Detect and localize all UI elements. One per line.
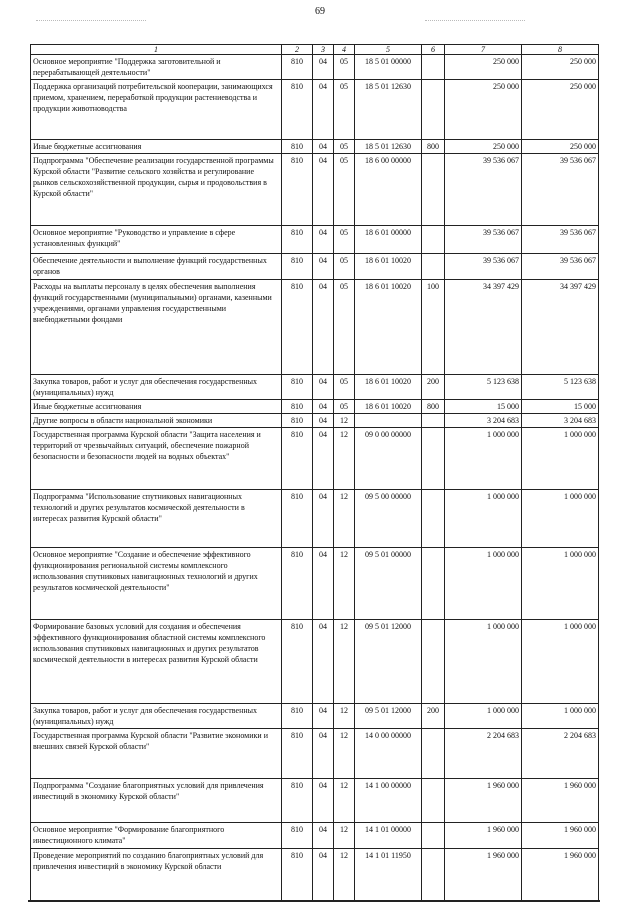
row-cell: 09 5 00 00000 bbox=[355, 490, 422, 548]
row-amount-cell: 39 536 067 bbox=[522, 226, 599, 254]
row-cell: 09 0 00 00000 bbox=[355, 428, 422, 490]
row-cell: 12 bbox=[334, 779, 355, 823]
row-cell: 05 bbox=[334, 254, 355, 280]
row-cell bbox=[355, 414, 422, 428]
row-cell: 18 6 00 00000 bbox=[355, 154, 422, 226]
row-cell bbox=[422, 428, 445, 490]
row-name-cell: Государственная программа Курской области "Развитие экономики и внешних связей Курской области" bbox=[31, 729, 282, 779]
row-cell bbox=[422, 254, 445, 280]
row-cell: 12 bbox=[334, 823, 355, 849]
row-cell: 04 bbox=[313, 140, 334, 154]
row-amount-cell: 3 204 683 bbox=[522, 414, 599, 428]
row-cell: 12 bbox=[334, 849, 355, 901]
row-cell: 04 bbox=[313, 414, 334, 428]
row-cell: 12 bbox=[334, 428, 355, 490]
row-cell: 18 6 01 10020 bbox=[355, 254, 422, 280]
row-cell: 04 bbox=[313, 226, 334, 254]
row-cell: 18 6 01 00000 bbox=[355, 226, 422, 254]
row-cell bbox=[422, 154, 445, 226]
row-cell: 12 bbox=[334, 414, 355, 428]
row-name-cell: Другие вопросы в области национальной экономики bbox=[31, 414, 282, 428]
row-cell: 04 bbox=[313, 704, 334, 729]
row-cell: 04 bbox=[313, 80, 334, 140]
row-cell: 04 bbox=[313, 779, 334, 823]
row-cell: 810 bbox=[282, 849, 313, 901]
row-cell: 04 bbox=[313, 254, 334, 280]
row-cell bbox=[422, 823, 445, 849]
page-number: 69 bbox=[315, 6, 325, 17]
row-cell: 810 bbox=[282, 414, 313, 428]
row-cell: 09 5 01 00000 bbox=[355, 548, 422, 620]
row-cell: 810 bbox=[282, 280, 313, 375]
row-amount-cell: 39 536 067 bbox=[445, 154, 522, 226]
row-cell: 14 1 01 11950 bbox=[355, 849, 422, 901]
row-cell: 810 bbox=[282, 548, 313, 620]
table-row bbox=[31, 280, 599, 375]
row-cell: 05 bbox=[334, 375, 355, 400]
row-cell: 04 bbox=[313, 823, 334, 849]
row-cell: 12 bbox=[334, 620, 355, 704]
row-cell: 810 bbox=[282, 490, 313, 548]
budget-table bbox=[30, 44, 599, 901]
row-cell: 04 bbox=[313, 620, 334, 704]
row-cell: 810 bbox=[282, 428, 313, 490]
row-amount-cell: 250 000 bbox=[522, 140, 599, 154]
row-name-cell: Поддержка организаций потребительской кооперации, занимающихся приемом, хранением, переработкой продукции растениеводства и продукции животноводства bbox=[31, 80, 282, 140]
table-row bbox=[31, 823, 599, 849]
table-row bbox=[31, 414, 599, 428]
row-cell bbox=[422, 779, 445, 823]
row-cell: 04 bbox=[313, 729, 334, 779]
row-amount-cell: 1 000 000 bbox=[445, 548, 522, 620]
row-amount-cell: 1 960 000 bbox=[522, 779, 599, 823]
row-cell: 04 bbox=[313, 548, 334, 620]
row-amount-cell: 5 123 638 bbox=[522, 375, 599, 400]
row-cell: 810 bbox=[282, 254, 313, 280]
row-amount-cell: 1 000 000 bbox=[445, 620, 522, 704]
row-name-cell: Государственная программа Курской области "Защита населения и территорий от чрезвычайных ситуаций, обеспечение пожарной безопасности и безопасности людей на водных объектах" bbox=[31, 428, 282, 490]
row-amount-cell: 2 204 683 bbox=[522, 729, 599, 779]
row-cell: 810 bbox=[282, 55, 313, 80]
row-amount-cell: 250 000 bbox=[445, 55, 522, 80]
row-cell: 18 6 01 10020 bbox=[355, 400, 422, 414]
row-cell bbox=[422, 729, 445, 779]
row-cell: 04 bbox=[313, 375, 334, 400]
table-row bbox=[31, 704, 599, 729]
table-body bbox=[31, 55, 599, 901]
row-amount-cell: 1 000 000 bbox=[445, 490, 522, 548]
row-amount-cell: 250 000 bbox=[522, 80, 599, 140]
row-amount-cell: 5 123 638 bbox=[445, 375, 522, 400]
row-cell: 04 bbox=[313, 280, 334, 375]
row-cell: 18 6 01 10020 bbox=[355, 375, 422, 400]
row-cell bbox=[422, 620, 445, 704]
row-amount-cell: 250 000 bbox=[522, 55, 599, 80]
row-cell: 12 bbox=[334, 490, 355, 548]
row-cell: 04 bbox=[313, 154, 334, 226]
table-row bbox=[31, 400, 599, 414]
row-amount-cell: 1 960 000 bbox=[445, 849, 522, 901]
table-row bbox=[31, 375, 599, 400]
row-cell: 09 5 01 12000 bbox=[355, 704, 422, 729]
row-name-cell: Основное мероприятие "Формирование благоприятного инвестиционного климата" bbox=[31, 823, 282, 849]
header-cell: 5 bbox=[355, 45, 422, 55]
row-amount-cell: 34 397 429 bbox=[445, 280, 522, 375]
row-cell: 05 bbox=[334, 154, 355, 226]
row-cell: 04 bbox=[313, 400, 334, 414]
bottom-rule bbox=[28, 900, 600, 902]
row-amount-cell: 1 000 000 bbox=[522, 490, 599, 548]
row-cell: 04 bbox=[313, 55, 334, 80]
row-cell: 05 bbox=[334, 280, 355, 375]
row-name-cell: Обеспечение деятельности и выполнение функций государственных органов bbox=[31, 254, 282, 280]
row-amount-cell: 39 536 067 bbox=[445, 226, 522, 254]
row-cell: 05 bbox=[334, 55, 355, 80]
row-name-cell: Иные бюджетные ассигнования bbox=[31, 140, 282, 154]
row-cell: 14 1 00 00000 bbox=[355, 779, 422, 823]
row-cell: 09 5 01 12000 bbox=[355, 620, 422, 704]
table-row bbox=[31, 140, 599, 154]
row-cell: 05 bbox=[334, 80, 355, 140]
row-cell: 810 bbox=[282, 779, 313, 823]
row-name-cell: Основное мероприятие "Руководство и управление в сфере установленных функций" bbox=[31, 226, 282, 254]
row-amount-cell: 250 000 bbox=[445, 80, 522, 140]
row-cell: 800 bbox=[422, 400, 445, 414]
row-amount-cell: 15 000 bbox=[445, 400, 522, 414]
row-name-cell: Подпрограмма "Использование спутниковых навигационных технологий и других результатов космической деятельности в интересах развития Курской области" bbox=[31, 490, 282, 548]
row-amount-cell: 34 397 429 bbox=[522, 280, 599, 375]
table-row bbox=[31, 548, 599, 620]
row-cell: 810 bbox=[282, 620, 313, 704]
table-row bbox=[31, 779, 599, 823]
row-cell: 100 bbox=[422, 280, 445, 375]
row-name-cell: Основное мероприятие "Поддержка заготовительной и перерабатывающей деятельности" bbox=[31, 55, 282, 80]
row-cell: 810 bbox=[282, 226, 313, 254]
row-cell: 810 bbox=[282, 823, 313, 849]
row-name-cell: Основное мероприятие "Создание и обеспечение эффективного функционирования региональной системы комплексного использования спутниковых навигационных технологий и других результатов космической деятельности" bbox=[31, 548, 282, 620]
row-cell: 800 bbox=[422, 140, 445, 154]
row-cell: 04 bbox=[313, 490, 334, 548]
row-cell: 05 bbox=[334, 140, 355, 154]
row-name-cell: Закупка товаров, работ и услуг для обеспечения государственных (муниципальных) нужд bbox=[31, 704, 282, 729]
header-cell: 4 bbox=[334, 45, 355, 55]
table-row bbox=[31, 80, 599, 140]
row-cell bbox=[422, 80, 445, 140]
scan-artifact-left bbox=[36, 20, 146, 22]
header-cell: 1 bbox=[31, 45, 282, 55]
row-cell bbox=[422, 548, 445, 620]
row-amount-cell: 1 960 000 bbox=[522, 849, 599, 901]
row-cell: 18 5 01 00000 bbox=[355, 55, 422, 80]
row-name-cell: Подпрограмма "Обеспечение реализации государственной программы Курской области "Развитие сельского хозяйства и регулирование рынков сельскохозяйственной продукции, сырья и продовольствия в Курской области" bbox=[31, 154, 282, 226]
row-amount-cell: 39 536 067 bbox=[445, 254, 522, 280]
scan-artifact-right bbox=[425, 20, 525, 22]
row-cell: 04 bbox=[313, 849, 334, 901]
row-amount-cell: 250 000 bbox=[445, 140, 522, 154]
row-amount-cell: 1 000 000 bbox=[445, 704, 522, 729]
table-row bbox=[31, 428, 599, 490]
row-amount-cell: 39 536 067 bbox=[522, 154, 599, 226]
header-cell: 7 bbox=[445, 45, 522, 55]
row-cell: 200 bbox=[422, 375, 445, 400]
header-row bbox=[31, 45, 599, 55]
row-cell: 14 0 00 00000 bbox=[355, 729, 422, 779]
header-cell: 2 bbox=[282, 45, 313, 55]
row-cell: 810 bbox=[282, 400, 313, 414]
header-cell: 3 bbox=[313, 45, 334, 55]
table-row bbox=[31, 254, 599, 280]
row-cell: 12 bbox=[334, 548, 355, 620]
row-cell: 05 bbox=[334, 400, 355, 414]
row-cell: 810 bbox=[282, 704, 313, 729]
row-cell: 18 5 01 12630 bbox=[355, 80, 422, 140]
table-row bbox=[31, 490, 599, 548]
row-cell bbox=[422, 55, 445, 80]
row-cell: 810 bbox=[282, 154, 313, 226]
row-cell bbox=[422, 849, 445, 901]
row-cell bbox=[422, 226, 445, 254]
row-amount-cell: 1 000 000 bbox=[522, 548, 599, 620]
row-cell: 810 bbox=[282, 375, 313, 400]
row-amount-cell: 1 960 000 bbox=[522, 823, 599, 849]
row-cell: 05 bbox=[334, 226, 355, 254]
row-cell: 14 1 01 00000 bbox=[355, 823, 422, 849]
row-amount-cell: 3 204 683 bbox=[445, 414, 522, 428]
table-row bbox=[31, 729, 599, 779]
table-row bbox=[31, 154, 599, 226]
row-name-cell: Формирование базовых условий для создания и обеспечения эффективного функционирования областной системы комплексного использования спутниковых навигационных и других результатов космической деятельности в интересах развития Курской области bbox=[31, 620, 282, 704]
row-amount-cell: 39 536 067 bbox=[522, 254, 599, 280]
row-amount-cell: 1 000 000 bbox=[522, 704, 599, 729]
row-cell: 04 bbox=[313, 428, 334, 490]
row-amount-cell: 1 000 000 bbox=[445, 428, 522, 490]
header-cell: 6 bbox=[422, 45, 445, 55]
row-amount-cell: 1 000 000 bbox=[522, 620, 599, 704]
row-amount-cell: 15 000 bbox=[522, 400, 599, 414]
header-cell: 8 bbox=[522, 45, 599, 55]
table-row bbox=[31, 226, 599, 254]
row-cell bbox=[422, 414, 445, 428]
row-name-cell: Закупка товаров, работ и услуг для обеспечения государственных (муниципальных) нужд bbox=[31, 375, 282, 400]
row-cell: 12 bbox=[334, 704, 355, 729]
row-name-cell: Расходы на выплаты персоналу в целях обеспечения выполнения функций государственными (муниципальными) органами, казенными учреждениями, органами управления государственными внебюджетными фондами bbox=[31, 280, 282, 375]
row-cell: 18 5 01 12630 bbox=[355, 140, 422, 154]
row-cell bbox=[422, 490, 445, 548]
table-row bbox=[31, 620, 599, 704]
row-name-cell: Иные бюджетные ассигнования bbox=[31, 400, 282, 414]
row-amount-cell: 1 960 000 bbox=[445, 779, 522, 823]
row-cell: 12 bbox=[334, 729, 355, 779]
table-row bbox=[31, 55, 599, 80]
row-name-cell: Проведение мероприятий по созданию благоприятных условий для привлечения инвестиций в экономику Курской области bbox=[31, 849, 282, 901]
row-amount-cell: 2 204 683 bbox=[445, 729, 522, 779]
row-amount-cell: 1 000 000 bbox=[522, 428, 599, 490]
row-cell: 810 bbox=[282, 140, 313, 154]
row-cell: 810 bbox=[282, 80, 313, 140]
table-row bbox=[31, 849, 599, 901]
row-amount-cell: 1 960 000 bbox=[445, 823, 522, 849]
row-cell: 18 6 01 10020 bbox=[355, 280, 422, 375]
row-cell: 810 bbox=[282, 729, 313, 779]
row-cell: 200 bbox=[422, 704, 445, 729]
row-name-cell: Подпрограмма "Создание благоприятных условий для привлечения инвестиций в экономику Курской области" bbox=[31, 779, 282, 823]
